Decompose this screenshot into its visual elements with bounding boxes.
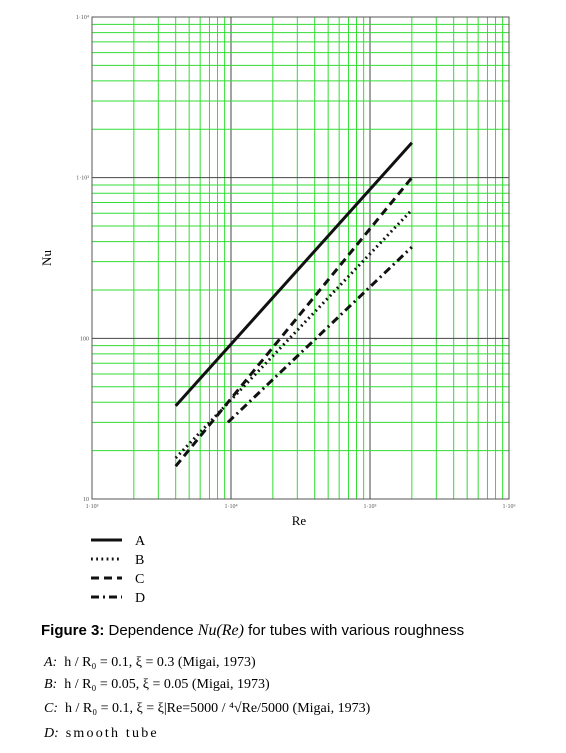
condition-text: h / R₀ = 0.1, ξ = 0.3 (Migai, 1973) (64, 655, 256, 670)
condition-text: smooth tube (65, 726, 159, 741)
condition-key: B: (44, 677, 58, 692)
y-tick-label: 1·10⁴ (75, 15, 89, 21)
x-tick-label: 1·10³ (85, 504, 99, 510)
condition-text: h / R₀ = 0.05, ξ = 0.05 (Migai, 1973) (64, 677, 270, 692)
condition-b (44, 677, 270, 693)
condition-c (44, 701, 370, 717)
tick-labels (76, 15, 516, 510)
caption-nu-expression: Nu(Re) (197, 622, 244, 639)
figure-label: Figure 3: (41, 622, 105, 639)
condition-key: C: (44, 701, 58, 716)
grid (92, 17, 509, 499)
legend (91, 534, 146, 606)
y-axis-label: Nu (39, 250, 54, 266)
y-tick-label: 100 (80, 336, 89, 343)
series-D-line (228, 247, 412, 422)
condition-key: A: (44, 655, 58, 670)
y-tick-label: 10 (83, 497, 89, 503)
condition-text: h / R₀ = 0.1, ξ = ξ|Re=5000 / ⁴√Re/5000 (Migai, 1973) (65, 701, 371, 716)
condition-a (44, 655, 256, 671)
legend-label-A: A (135, 534, 146, 549)
y-tick-label: 1·10³ (76, 175, 89, 182)
x-tick-label: 1·10⁴ (224, 504, 238, 510)
series-A-line (176, 143, 412, 406)
caption-prefix: Dependence (108, 622, 194, 639)
x-axis-label: Re (291, 513, 307, 528)
legend-label-C: C (135, 572, 145, 587)
condition-d (44, 726, 159, 742)
condition-key: D: (44, 726, 59, 741)
x-tick-label: 1·10⁵ (363, 504, 377, 510)
series-C-line (176, 178, 412, 467)
series-group (176, 143, 412, 466)
x-tick-label: 1·10⁶ (502, 504, 516, 510)
plot-frame (92, 17, 509, 499)
caption-suffix: for tubes with various roughness (248, 622, 465, 639)
legend-label-D: D (135, 591, 146, 606)
figure-caption (41, 622, 464, 640)
legend-label-B: B (135, 553, 145, 568)
